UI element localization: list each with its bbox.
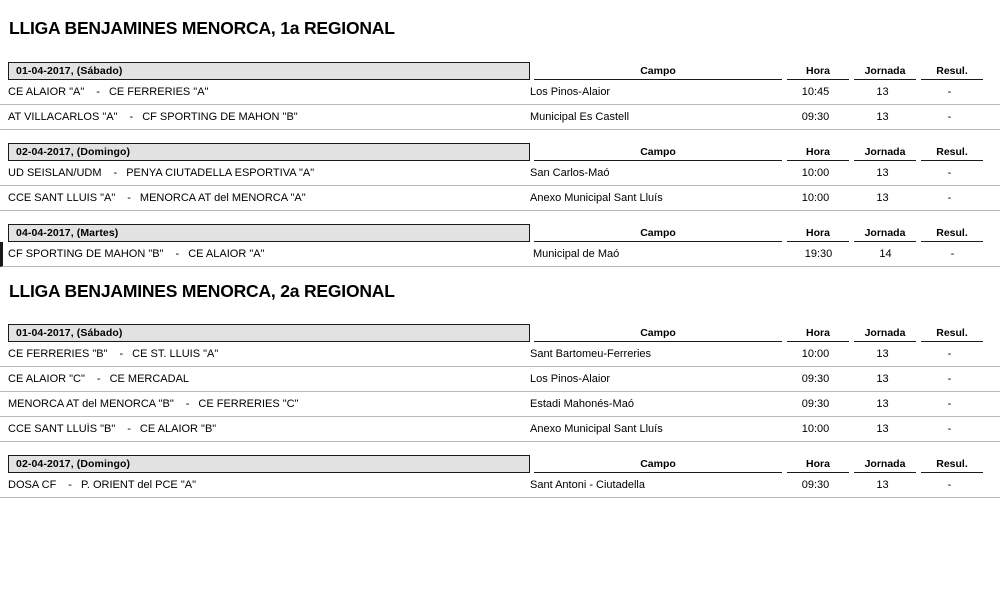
away-team: CE MERCADAL [109, 373, 190, 385]
match-teams [0, 423, 530, 435]
away-team: CF SPORTING DE MAHON "B" [142, 110, 298, 123]
match-campo: Los Pinos-Alaior [530, 85, 611, 98]
match-jornada: 13 [876, 348, 889, 360]
competition-block [0, 267, 1000, 499]
match-teams [0, 86, 530, 98]
column-header-jornada: Jornada [854, 227, 916, 242]
match-hora: 19:30 [804, 247, 833, 260]
day-header-row [0, 223, 1000, 242]
column-header-campo: Campo [534, 458, 782, 473]
column-header-hora: Hora [787, 146, 849, 161]
column-header-campo: Campo [534, 146, 782, 161]
day-group [0, 454, 1000, 498]
day-group [0, 61, 1000, 130]
versus-separator: - [127, 423, 131, 435]
match-row [0, 80, 1000, 105]
match-jornada: 13 [876, 166, 889, 179]
match-row [0, 161, 1000, 186]
match-resul: - [947, 348, 952, 360]
competition-block [0, 0, 1000, 267]
versus-separator: - [113, 166, 118, 179]
competition-title: LLIGA BENJAMINES MENORCA, 1a REGIONAL [9, 18, 395, 38]
column-header-campo: Campo [534, 65, 782, 80]
away-team: CE ALAIOR "A" [188, 247, 265, 260]
column-header-resul: Resul. [921, 227, 983, 242]
match-hora: 09:30 [801, 398, 830, 410]
match-hora: 09:30 [801, 110, 830, 123]
match-row [0, 392, 1000, 417]
match-resul: - [947, 166, 952, 179]
column-header-hora: Hora [787, 65, 849, 80]
match-row [0, 417, 1000, 442]
column-header-hora: Hora [787, 458, 849, 473]
spacer [0, 130, 1000, 142]
away-team: PENYA CIUTADELLA ESPORTIVA "A" [126, 166, 315, 179]
match-hora: 10:00 [801, 348, 830, 360]
column-headers [530, 223, 1000, 242]
match-jornada: 13 [876, 191, 889, 204]
away-team: CE ALAIOR "B" [139, 423, 217, 435]
column-header-resul: Resul. [921, 458, 983, 473]
column-header-resul: Resul. [921, 146, 983, 161]
match-resul: - [947, 110, 952, 123]
match-resul: - [947, 479, 952, 491]
match-jornada: 13 [876, 423, 889, 435]
match-campo: San Carlos-Maó [530, 166, 610, 179]
match-resul: - [947, 398, 952, 410]
home-team: CE FERRERIES "B" [8, 348, 108, 360]
match-campo: Anexo Municipal Sant Lluís [530, 191, 663, 204]
column-header-hora: Hora [787, 327, 849, 342]
match-jornada: 13 [876, 110, 889, 123]
match-hora: 10:00 [801, 191, 830, 204]
day-header-row [0, 454, 1000, 473]
match-teams [3, 248, 533, 260]
home-team: AT VILLACARLOS "A" [8, 110, 118, 123]
match-teams [0, 192, 530, 204]
match-campo: Estadi Mahonés-Maó [530, 398, 634, 410]
match-resul: - [947, 373, 952, 385]
date-header: 01-04-2017, (Sábado) [8, 324, 530, 342]
match-resul: - [947, 85, 952, 98]
match-campo: Municipal Es Castell [530, 110, 630, 123]
day-header-row [0, 323, 1000, 342]
match-row [0, 473, 1000, 498]
column-header-resul: Resul. [921, 327, 983, 342]
home-team: CE ALAIOR "A" [8, 85, 85, 98]
home-team: MENORCA AT del MENORCA "B" [8, 398, 174, 410]
versus-separator: - [175, 247, 180, 260]
spacer [0, 442, 1000, 454]
column-header-jornada: Jornada [854, 458, 916, 473]
match-jornada: 13 [876, 398, 889, 410]
versus-separator: - [96, 85, 100, 98]
date-header: 04-04-2017, (Martes) [8, 224, 530, 242]
versus-separator: - [96, 373, 101, 385]
away-team: P. ORIENT del PCE "A" [80, 479, 196, 491]
column-header-campo: Campo [534, 327, 782, 342]
match-campo: Sant Bartomeu-Ferreries [530, 348, 652, 360]
spacer [0, 211, 1000, 223]
match-row [0, 105, 1000, 130]
match-jornada: 13 [876, 85, 889, 98]
match-jornada: 14 [879, 247, 892, 260]
date-header: 02-04-2017, (Domingo) [8, 143, 530, 161]
match-hora: 09:30 [801, 373, 830, 385]
spacer [0, 0, 1000, 20]
column-header-resul: Resul. [921, 65, 983, 80]
versus-separator: - [119, 348, 124, 360]
match-jornada: 13 [876, 373, 889, 385]
column-header-jornada: Jornada [854, 327, 916, 342]
date-header: 01-04-2017, (Sábado) [8, 62, 530, 80]
match-campo: Los Pinos-Alaior [530, 373, 611, 385]
match-teams [0, 167, 530, 179]
match-row [0, 242, 1000, 267]
column-header-hora: Hora [787, 227, 849, 242]
match-jornada: 13 [876, 479, 889, 491]
match-teams [0, 111, 530, 123]
away-team: CE ST. LLUIS "A" [132, 348, 219, 360]
column-headers [530, 61, 1000, 80]
versus-separator: - [129, 110, 134, 123]
match-campo: Sant Antoni - Ciutadella [530, 479, 645, 491]
away-team: CE FERRERIES "A" [108, 85, 209, 98]
match-teams [0, 348, 530, 360]
column-header-campo: Campo [534, 227, 782, 242]
match-hora: 10:00 [801, 423, 830, 435]
match-campo: Municipal de Maó [533, 247, 620, 260]
match-resul: - [950, 247, 955, 260]
versus-separator: - [185, 398, 190, 410]
home-team: CCE SANT LLUIS "A" [8, 191, 116, 204]
home-team: CCE SANT LLUÍS "B" [8, 423, 116, 435]
day-group [0, 223, 1000, 267]
away-team: MENORCA AT del MENORCA "A" [139, 191, 306, 204]
column-headers [530, 142, 1000, 161]
home-team: CF SPORTING DE MAHON "B" [8, 247, 164, 260]
date-header: 02-04-2017, (Domingo) [8, 455, 530, 473]
match-row [0, 186, 1000, 211]
match-campo: Anexo Municipal Sant Lluís [530, 423, 663, 435]
column-header-jornada: Jornada [854, 65, 916, 80]
spacer [0, 300, 1000, 323]
match-teams [0, 398, 530, 410]
column-header-jornada: Jornada [854, 146, 916, 161]
competition-title: LLIGA BENJAMINES MENORCA, 2a REGIONAL [9, 280, 395, 301]
match-hora: 10:45 [801, 85, 830, 98]
day-header-row [0, 61, 1000, 80]
home-team: UD SEISLAN/UDM [8, 166, 102, 179]
match-resul: - [947, 191, 952, 204]
versus-separator: - [127, 191, 131, 204]
match-hora: 09:30 [801, 479, 830, 491]
spacer [0, 38, 1000, 61]
away-team: CE FERRERIES "C" [198, 398, 299, 410]
match-row [0, 367, 1000, 392]
home-team: DOSA CF [8, 479, 57, 491]
day-header-row [0, 142, 1000, 161]
versus-separator: - [68, 479, 72, 491]
column-headers [530, 454, 1000, 473]
match-resul: - [947, 423, 952, 435]
day-group [0, 323, 1000, 442]
match-teams [0, 373, 530, 385]
match-teams [0, 479, 530, 491]
home-team: CE ALAIOR "C" [8, 373, 85, 385]
match-hora: 10:00 [801, 166, 830, 179]
match-row [0, 342, 1000, 367]
day-group [0, 142, 1000, 211]
column-headers [530, 323, 1000, 342]
